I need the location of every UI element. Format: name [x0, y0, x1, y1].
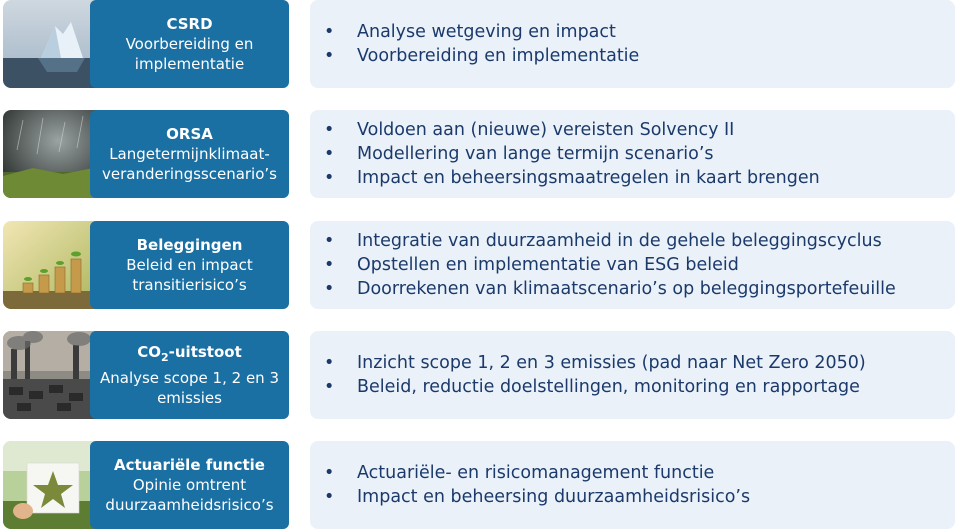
label-subtitle-line2: duurzaamheidsrisico’s — [105, 496, 274, 514]
label-subtitle-line2: implementatie — [134, 55, 245, 73]
traffic-pollution-image — [3, 331, 103, 419]
label-subtitle-line1: Opinie omtrent — [132, 476, 247, 494]
label-box-co2-uitstoot — [90, 331, 289, 419]
hand-star-card-image — [3, 441, 103, 529]
bullet-item: • Doorrekenen van klimaatscenario’s op beleggingsportefeuille — [310, 277, 955, 301]
bullet-item: • Impact en beheersingsmaatregelen in kaart brengen — [310, 166, 955, 190]
label-box-orsa — [90, 110, 289, 198]
bullet-item: • Opstellen en implementatie van ESG beleid — [310, 253, 955, 277]
label-subtitle-line2: transitierisico’s — [132, 276, 247, 294]
bullet-panel-actuariele-functie — [310, 441, 955, 529]
bullet-item: • Voldoen aan (nieuwe) vereisten Solvency II — [310, 118, 955, 142]
bullet-item: • Impact en beheersing duurzaamheidsrisico’s — [310, 485, 955, 509]
label-title: Beleggingen — [136, 236, 243, 254]
bullet-panel-csrd — [310, 0, 955, 88]
label-title — [137, 342, 242, 368]
label-title-post: -uitstoot — [168, 343, 242, 361]
label-subtitle-line2: emissies — [157, 389, 222, 407]
iceberg-image — [3, 0, 103, 88]
label-title-pre: CO — [137, 343, 161, 361]
row-actuariele-functie — [0, 441, 955, 531]
label-box-beleggingen — [90, 221, 289, 309]
row-beleggingen — [0, 221, 955, 311]
bullet-item: • Voorbereiding en implementatie — [310, 44, 955, 68]
coins-plants-image — [3, 221, 103, 309]
bullet-item: • Inzicht scope 1, 2 en 3 emissies (pad naar Net Zero 2050) — [310, 351, 955, 375]
label-title: Actuariële functie — [114, 456, 265, 474]
label-title: CSRD — [166, 15, 213, 33]
bullet-item: • Analyse wetgeving en impact — [310, 20, 955, 44]
bullet-item: • Modellering van lange termijn scenario’s — [310, 142, 955, 166]
bullet-item: • Beleid, reductie doelstellingen, monitoring en rapportage — [310, 375, 955, 399]
label-title-subscript: 2 — [161, 351, 169, 364]
row-co2-uitstoot — [0, 331, 955, 421]
label-box-actuariele-functie — [90, 441, 289, 529]
label-subtitle-line1: Analyse scope 1, 2 en 3 — [99, 369, 279, 387]
label-title: ORSA — [166, 125, 213, 143]
bullet-panel-beleggingen — [310, 221, 955, 309]
label-subtitle-line1: Langetermijnklimaat- — [109, 145, 270, 163]
row-orsa — [0, 110, 955, 200]
label-subtitle-line1: Voorbereiding en — [125, 35, 254, 53]
bullet-panel-co2-uitstoot — [310, 331, 955, 419]
bullet-panel-orsa — [310, 110, 955, 198]
bullet-item: • Actuariële- en risicomanagement functie — [310, 461, 955, 485]
storm-image — [3, 110, 103, 198]
label-subtitle-line2: veranderingsscenario’s — [102, 165, 277, 183]
row-csrd — [0, 0, 955, 90]
label-box-csrd — [90, 0, 289, 88]
bullet-item: • Integratie van duurzaamheid in de gehele beleggingscyclus — [310, 229, 955, 253]
label-subtitle-line1: Beleid en impact — [126, 256, 253, 274]
